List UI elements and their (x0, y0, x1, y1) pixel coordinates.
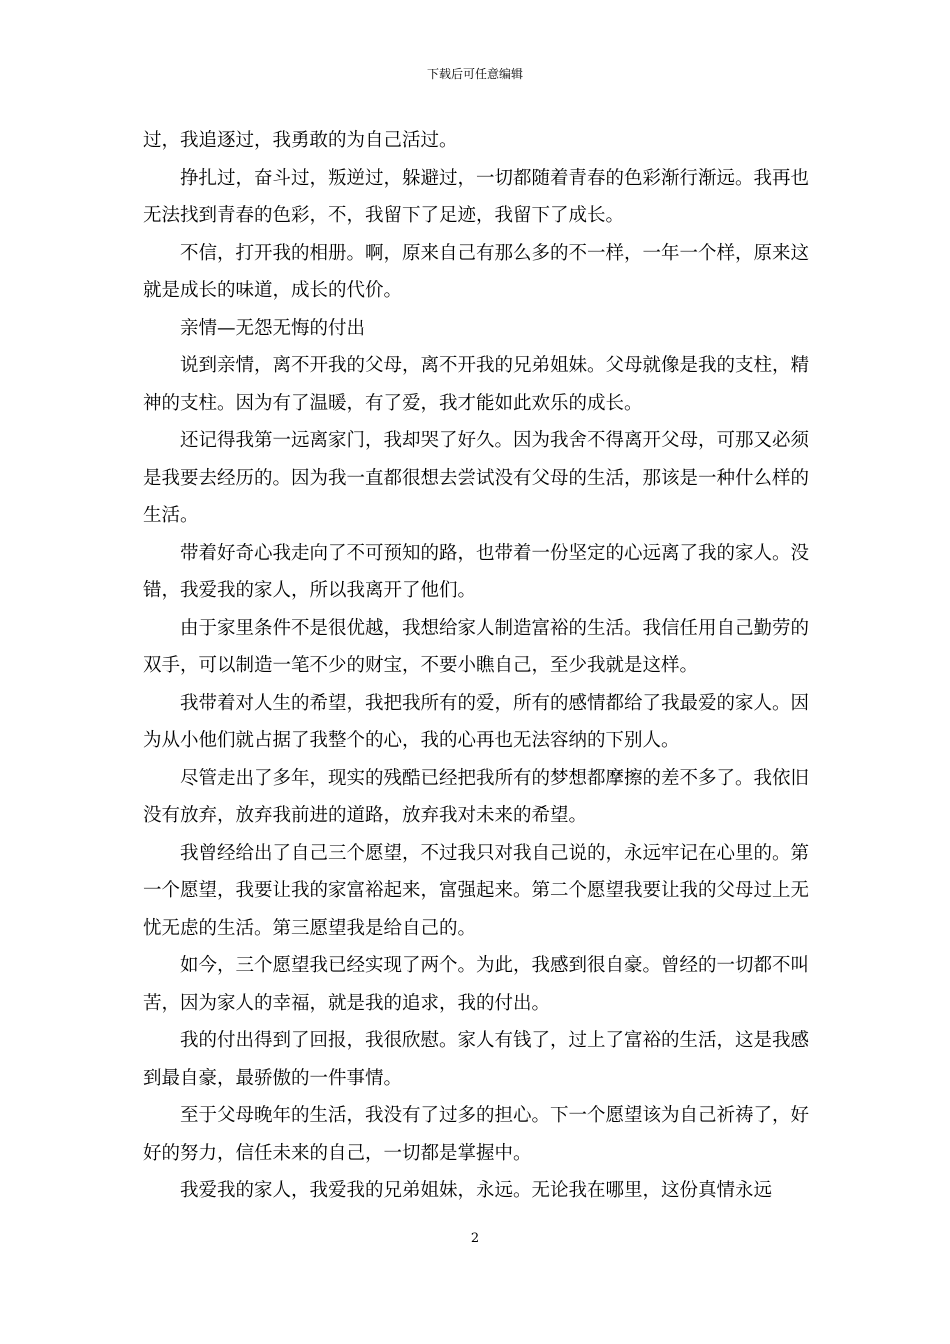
paragraph: 尽管走出了多年，现实的残酷已经把我所有的梦想都摩擦的差不多了。我依旧没有放弃，放弃我前进的道路，放弃我对未来的希望。 (143, 767, 810, 826)
paragraph: 带着好奇心我走向了不可预知的路，也带着一份坚定的心远离了我的家人。没错，我爱我的家人，所以我离开了他们。 (143, 542, 810, 601)
paragraph: 过，我追逐过，我勇敢的为自己活过。 (143, 130, 458, 151)
paragraph: 还记得我第一远离家门，我却哭了好久。因为我舍不得离开父母，可那又必须是我要去经历的。因为我一直都很想去尝试没有父母的生活，那该是一种什么样的生活。 (143, 430, 810, 526)
paragraph: 不信，打开我的相册。啊，原来自己有那么多的不一样，一年一个样，原来这就是成长的味道，成长的代价。 (143, 242, 810, 301)
paragraph: 我曾经给出了自己三个愿望，不过我只对我自己说的，永远牢记在心里的。第一个愿望，我要让我的家富裕起来，富强起来。第二个愿望我要让我的父母过上无忧无虑的生活。第三愿望我是给自己的。 (143, 842, 810, 939)
paragraph: 至于父母晚年的生活，我没有了过多的担心。下一个愿望该为自己祈祷了，好好的努力，信任未来的自己，一切都是掌握中。 (143, 1105, 810, 1164)
page-number: 2 (470, 1231, 480, 1246)
paragraph: 说到亲情，离不开我的父母，离不开我的兄弟姐妹。父母就像是我的支柱，精神的支柱。因为有了温暖，有了爱，我才能如此欢乐的成长。 (143, 355, 810, 414)
paragraph: 我带着对人生的希望，我把我所有的爱，所有的感情都给了我最爱的家人。因为从小他们就占据了我整个的心，我的心再也无法容纳的下别人。 (143, 692, 810, 751)
page-header: 下载后可任意编辑 (426, 67, 523, 81)
paragraph: 我爱我的家人，我爱我的兄弟姐妹，永远。无论我在哪里，这份真情永远 (180, 1180, 773, 1201)
paragraph: 如今，三个愿望我已经实现了两个。为此，我感到很自豪。曾经的一切都不叫苦，因为家人的幸福，就是我的追求，我的付出。 (143, 955, 810, 1014)
paragraph: 我的付出得到了回报，我很欣慰。家人有钱了，过上了富裕的生活，这是我感到最自豪，最骄傲的一件事情。 (143, 1030, 810, 1089)
section-heading: 亲情—无怨无悔的付出 (180, 317, 366, 339)
paragraph: 由于家里条件不是很优越，我想给家人制造富裕的生活。我信任用自己勤劳的双手，可以制造一笔不少的财宝，不要小瞧自己，至少我就是这样。 (143, 617, 810, 676)
paragraph: 挣扎过，奋斗过，叛逆过，躲避过，一切都随着青春的色彩渐行渐远。我再也无法找到青春的色彩，不，我留下了足迹，我留下了成长。 (143, 167, 810, 226)
document-body (143, 122, 809, 1210)
